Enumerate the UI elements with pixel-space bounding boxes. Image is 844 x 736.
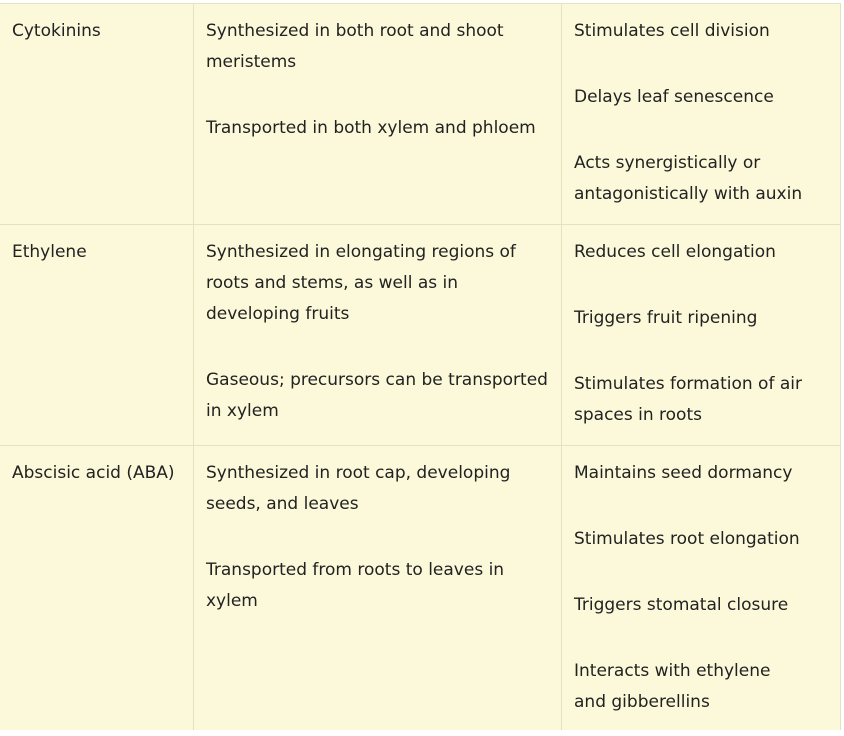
effect-text: Interacts with ethylene and gibberellins xyxy=(574,661,771,712)
table-row xyxy=(0,446,840,736)
source-text: Synthesized in both root and shoot meristems xyxy=(206,21,504,72)
source-text: Transported from roots to leaves in xylem xyxy=(206,560,505,611)
effect-text: Reduces cell elongation xyxy=(574,242,776,262)
source-transport-cell xyxy=(206,458,551,617)
hormone-name: Abscisic acid (ABA) xyxy=(12,463,175,483)
effect-text: Maintains seed dormancy xyxy=(574,463,793,483)
effects-cell xyxy=(574,458,804,718)
hormone-table xyxy=(0,3,841,730)
effects-cell xyxy=(574,237,804,431)
source-transport-cell xyxy=(206,16,551,144)
effects-cell xyxy=(574,16,804,210)
effect-text: Triggers stomatal closure xyxy=(574,595,789,615)
table-row xyxy=(0,225,840,446)
effect-text: Stimulates formation of air spaces in roots xyxy=(574,374,802,425)
hormone-name: Cytokinins xyxy=(12,21,101,41)
effect-text: Stimulates cell division xyxy=(574,21,770,41)
effect-text: Triggers fruit ripening xyxy=(574,308,758,328)
table-row xyxy=(0,4,840,225)
effect-text: Stimulates root elongation xyxy=(574,529,800,549)
effect-text: Acts synergistically or antagonistically with auxin xyxy=(574,153,803,204)
source-text: Transported in both xylem and phloem xyxy=(206,118,536,138)
source-text: Synthesized in root cap, developing seeds, and leaves xyxy=(206,463,511,514)
source-text: Gaseous; precursors can be transported in xylem xyxy=(206,370,548,421)
effect-text: Delays leaf senescence xyxy=(574,87,774,107)
source-transport-cell xyxy=(206,237,551,427)
source-text: Synthesized in elongating regions of roots and stems, as well as in developing fruits xyxy=(206,242,516,324)
hormone-name: Ethylene xyxy=(12,242,87,262)
